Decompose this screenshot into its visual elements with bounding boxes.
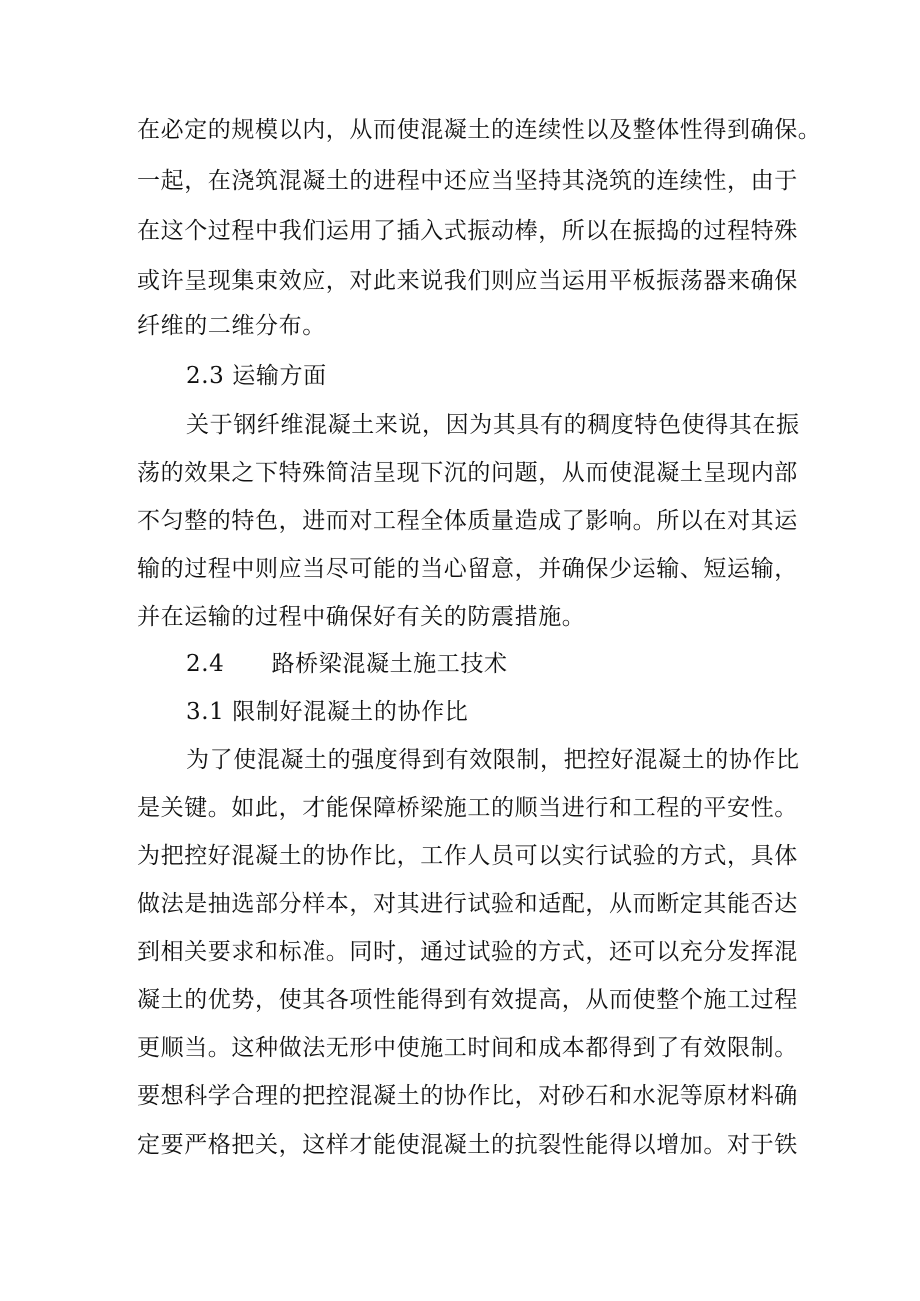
section-heading: 2.3 运输方面	[186, 363, 327, 389]
paragraph-line: 并在运输的过程中确保好有关的防震措施。	[137, 604, 586, 630]
paragraph-line: 更顺当。这种做法无形中使施工时间和成本都得到了有效限制。	[137, 1035, 798, 1061]
paragraph-line: 做法是抽选部分样本，对其进行试验和适配，从而断定其能否达	[137, 891, 798, 917]
paragraph-line: 关于钢纤维混凝土来说，因为其具有的稠度特色使得其在振	[186, 412, 800, 438]
subsection-heading: 3.1 限制好混凝土的协作比	[186, 699, 469, 725]
paragraph-line: 凝土的优势，使其各项性能得到有效提高，从而使整个施工过程	[137, 987, 798, 1013]
paragraph-line: 纤维的二维分布。	[137, 313, 326, 339]
paragraph-line: 定要严格把关，这样才能使混凝土的抗裂性能得以增加。对于铁	[137, 1132, 798, 1158]
section-heading: 2.4 路桥梁混凝土施工技术	[186, 651, 508, 677]
paragraph-line: 是关键。如此，才能保障桥梁施工的顺当进行和工程的平安性。	[137, 795, 798, 821]
paragraph-line: 到相关要求和标准。同时，通过试验的方式，还可以充分发挥混	[137, 939, 798, 965]
paragraph-line: 在这个过程中我们运用了插入式振动棒，所以在振捣的过程特殊	[137, 218, 798, 244]
paragraph-line: 输的过程中则应当尽可能的当心留意，并确保少运输、短运输，	[137, 556, 798, 582]
paragraph-line: 不匀整的特色，进而对工程全体质量造成了影响。所以在对其运	[137, 508, 798, 534]
paragraph-line: 一起，在浇筑混凝土的进程中还应当坚持其浇筑的连续性，由于	[137, 168, 798, 194]
paragraph-line: 为把控好混凝土的协作比，工作人员可以实行试验的方式，具体	[137, 843, 798, 869]
paragraph-line: 或许呈现集束效应，对此来说我们则应当运用平板振荡器来确保	[137, 268, 798, 294]
paragraph-line: 荡的效果之下特殊简洁呈现下沉的问题，从而使混凝土呈现内部	[137, 460, 798, 486]
paragraph-line: 要想科学合理的把控混凝土的协作比，对砂石和水泥等原材料确	[137, 1083, 798, 1109]
paragraph-line: 在必定的规模以内，从而使混凝土的连续性以及整体性得到确保。	[137, 117, 822, 143]
paragraph-line: 为了使混凝土的强度得到有效限制，把控好混凝土的协作比	[186, 747, 800, 773]
